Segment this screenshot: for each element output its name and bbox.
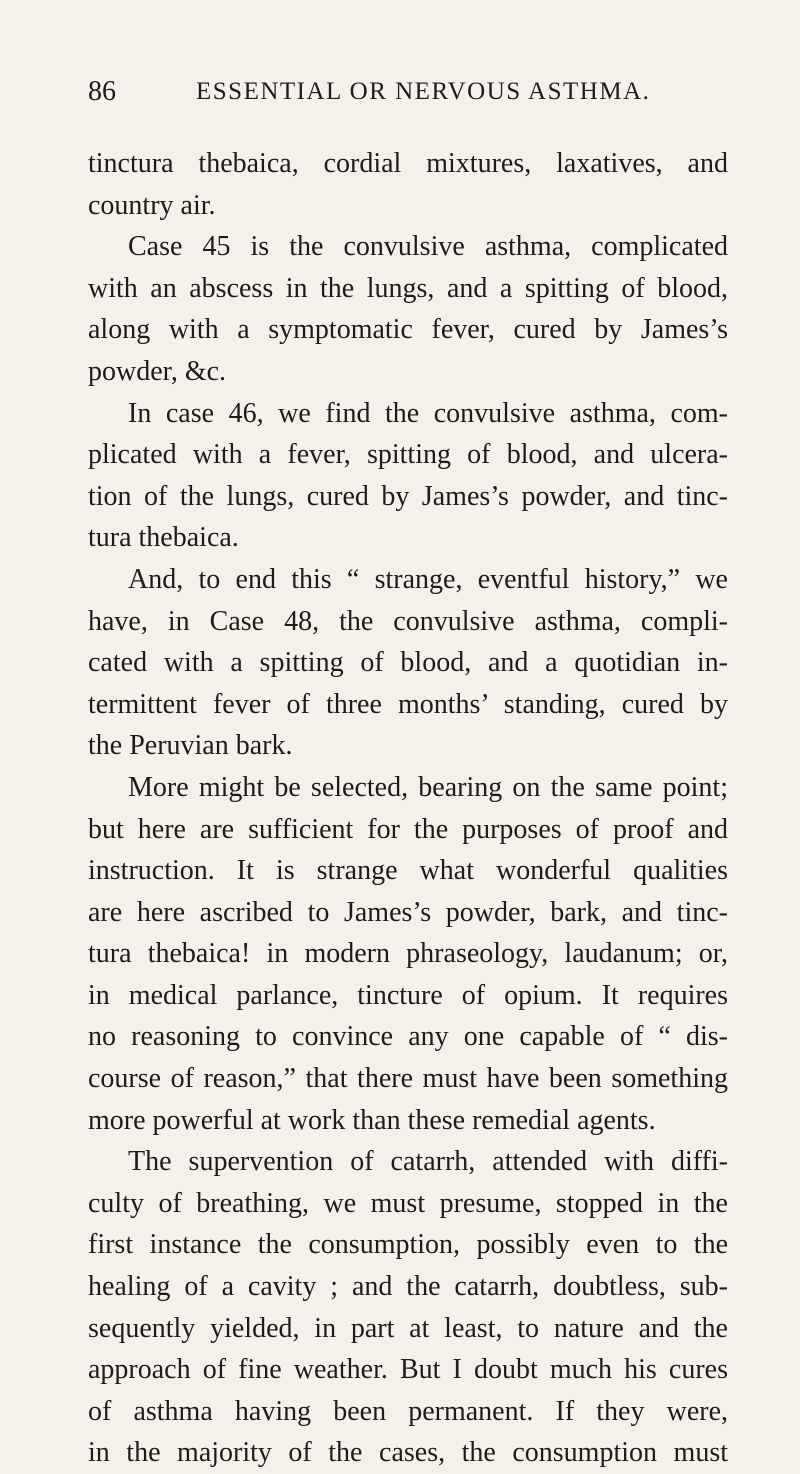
page-number: 86 (88, 76, 116, 107)
text-line: plicated with a fever, spitting of blood, and ulcera- (88, 439, 728, 471)
text-line: In case 46, we find the convulsive asthma, com- (128, 397, 728, 429)
text-line: course of reason,” that there must have been something (88, 1063, 728, 1095)
text-line: termittent fever of three months’ standing, cured by (88, 688, 728, 720)
text-line: country air. (88, 189, 216, 221)
text-line: tura thebaica! in modern phraseology, laudanum; or, (88, 938, 728, 970)
text-line: no reasoning to convince any one capable of “ dis- (88, 1021, 728, 1053)
text-line: Case 45 is the convulsive asthma, complicated (128, 231, 728, 263)
text-line: healing of a cavity ; and the catarrh, doubtless, sub- (88, 1271, 728, 1303)
text-line: culty of breathing, we must presume, stopped in the (88, 1187, 728, 1219)
text-line: but here are sufficient for the purposes of proof and (88, 813, 728, 845)
text-line: sequently yielded, in part at least, to nature and the (88, 1312, 728, 1344)
running-title: ESSENTIAL OR NERVOUS ASTHMA. (196, 78, 651, 105)
text-line: cated with a spitting of blood, and a quotidian in- (88, 647, 728, 679)
text-line: first instance the consumption, possibly even to the (88, 1229, 728, 1261)
text-line: approach of fine weather. But I doubt much his cures (88, 1354, 728, 1386)
text-line: The supervention of catarrh, attended with diffi- (128, 1146, 728, 1178)
body-text (88, 143, 728, 1474)
text-line: powder, &c. (88, 355, 227, 387)
text-line: along with a symptomatic fever, cured by James’s (88, 314, 728, 346)
text-line: And, to end this “ strange, eventful history,” we (128, 563, 728, 595)
text-line: have, in Case 48, the convulsive asthma, compli- (88, 605, 728, 637)
text-line: tura thebaica. (88, 522, 239, 554)
text-line: in medical parlance, tincture of opium. It requires (88, 979, 728, 1011)
text-line: in the majority of the cases, the consumption must (88, 1437, 728, 1469)
text-line: of asthma having been permanent. If they were, (88, 1395, 728, 1427)
text-line: tion of the lungs, cured by James’s powder, and tinc- (88, 480, 728, 512)
text-line: the Peruvian bark. (88, 730, 293, 762)
text-line: instruction. It is strange what wonderful qualities (88, 855, 728, 887)
text-line: are here ascribed to James’s powder, bark, and tinc- (88, 896, 728, 928)
text-line: tinctura thebaica, cordial mixtures, laxatives, and (88, 148, 728, 179)
page-header (88, 76, 728, 120)
text-line: more powerful at work than these remedial agents. (88, 1104, 656, 1136)
text-line: More might be selected, bearing on the same point; (128, 771, 728, 803)
text-line: with an abscess in the lungs, and a spitting of blood, (88, 272, 728, 304)
